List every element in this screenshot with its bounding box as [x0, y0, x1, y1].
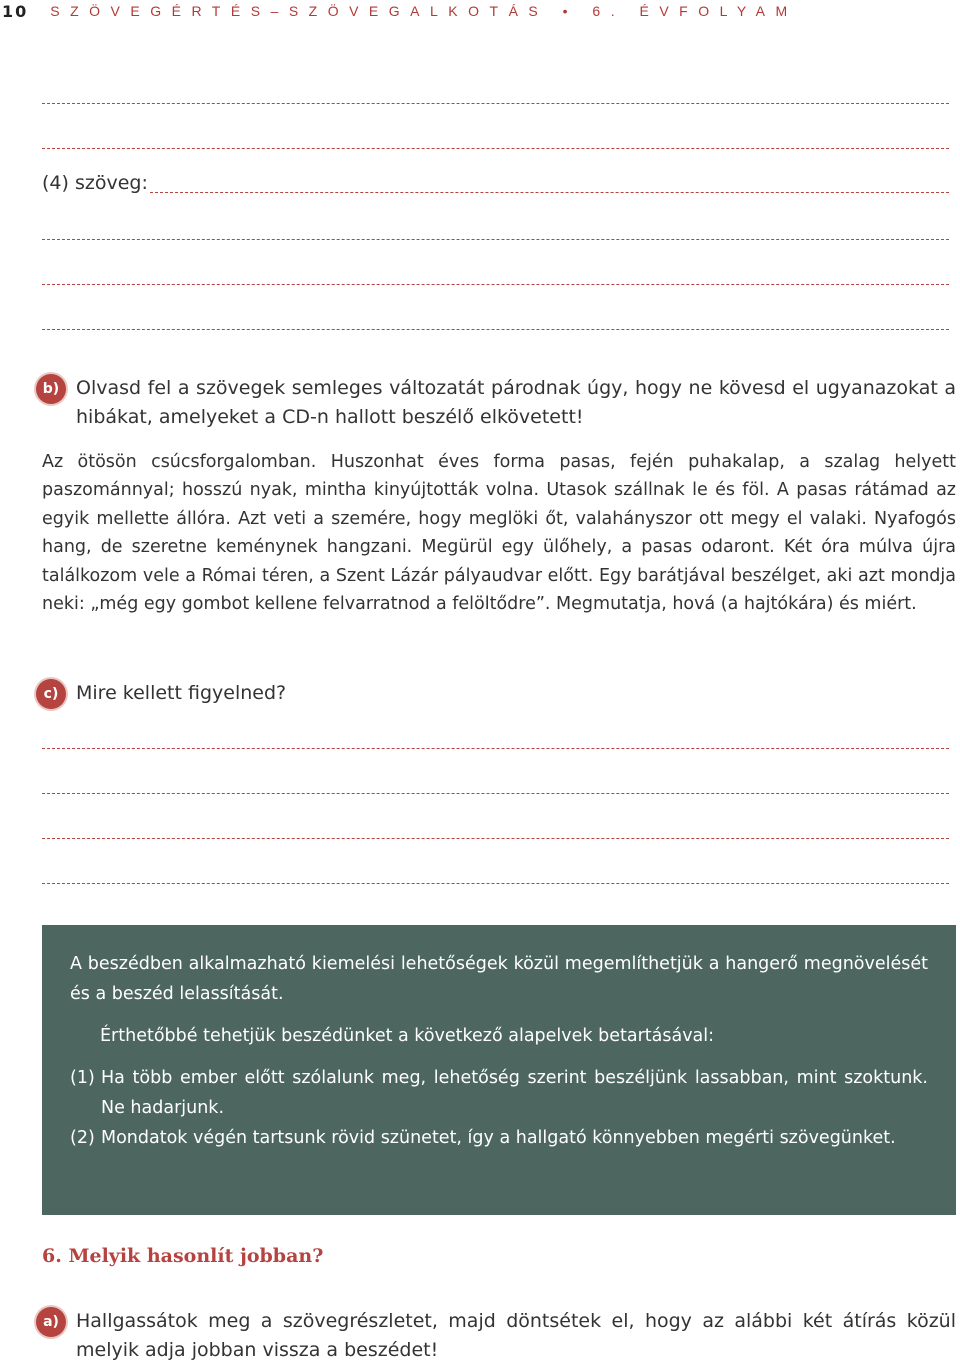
info-list-item — [70, 1063, 928, 1123]
running-title: SZÖVEGÉRTÉS–SZÖVEGALKOTÁS • 6. ÉVFOLYAM — [50, 3, 798, 19]
answer-line[interactable] — [42, 793, 949, 794]
section-6-heading: 6. Melyik hasonlít jobban? — [42, 1245, 324, 1267]
answer-line[interactable] — [42, 239, 949, 240]
item-4-label: (4) szöveg: — [42, 172, 148, 194]
task-b-instruction: Olvasd fel a szövegek semleges változatát párodnak úgy, hogy ne kövesd el ugyanazokat a hibákat, amelyeket a CD-n hallott beszélő elkövetett! — [76, 377, 956, 428]
answer-line[interactable] — [42, 329, 949, 330]
task-b-badge: b) — [36, 374, 66, 404]
answer-line[interactable] — [42, 883, 949, 884]
info-list-text: Ha több ember előtt szólalunk meg, lehetőség szerint beszéljünk lassabban, mint szoktunk. Ne hadarjunk. — [101, 1068, 928, 1118]
answer-line[interactable] — [42, 284, 949, 285]
info-list-number: (2) — [70, 1128, 95, 1148]
info-box — [42, 925, 956, 1215]
task-c-badge: c) — [36, 679, 66, 709]
answer-line[interactable] — [42, 103, 949, 104]
task-a-instruction: Hallgassátok meg a szövegrészletet, majd döntsétek el, hogy az alábbi két átírás közül melyik adja jobban vissza a beszédet! — [76, 1310, 956, 1361]
info-paragraph-1: A beszédben alkalmazható kiemelési lehetőségek közül megemlíthetjük a hangerő megnövelését és a beszéd lelassítását. — [70, 954, 928, 1004]
task-c-question: Mire kellett figyelned? — [76, 682, 287, 704]
reading-passage: Az ötösön csúcsforgalomban. Huszonhat éves forma pasas, fején puhakalap, a szalag helyett paszománnyal; hosszú nyak, mintha kinyújtották volna. Utasok szállnak le és föl. A pasas rátámad az egyik mellette állóra. Azt veti a szemére, hogy meglöki őt, valahányszor ott megy el valaki. Nyafogós hang, de szeretne keménynek hangzani. Megürül egy ülőhely, a pasas odaront. Két óra múlva újra találkozom vele a Római téren, a Szent Lázár pályaudvar előtt. Egy barátjával beszélget, aki azt mondja neki: „még egy gombot kellene felvarratnod a felöltődre”. Megmutatja, hová (a hajtókára) és miért. — [42, 452, 956, 615]
page-number: 10 — [2, 1, 29, 21]
info-list-item — [70, 1123, 928, 1153]
page-header — [0, 0, 798, 22]
task-a-badge: a) — [36, 1307, 66, 1337]
info-list-text: Mondatok végén tartsunk rövid szünetet, így a hallgató könnyebben megérti szövegünket. — [101, 1128, 896, 1148]
answer-line[interactable] — [42, 148, 949, 149]
answer-line[interactable] — [42, 748, 949, 749]
answer-line[interactable] — [42, 838, 949, 839]
answer-line[interactable] — [150, 192, 949, 193]
info-list-number: (1) — [70, 1068, 95, 1088]
info-paragraph-2: Érthetőbbé tehetjük beszédünket a következő alapelvek betartásával: — [100, 1026, 715, 1046]
